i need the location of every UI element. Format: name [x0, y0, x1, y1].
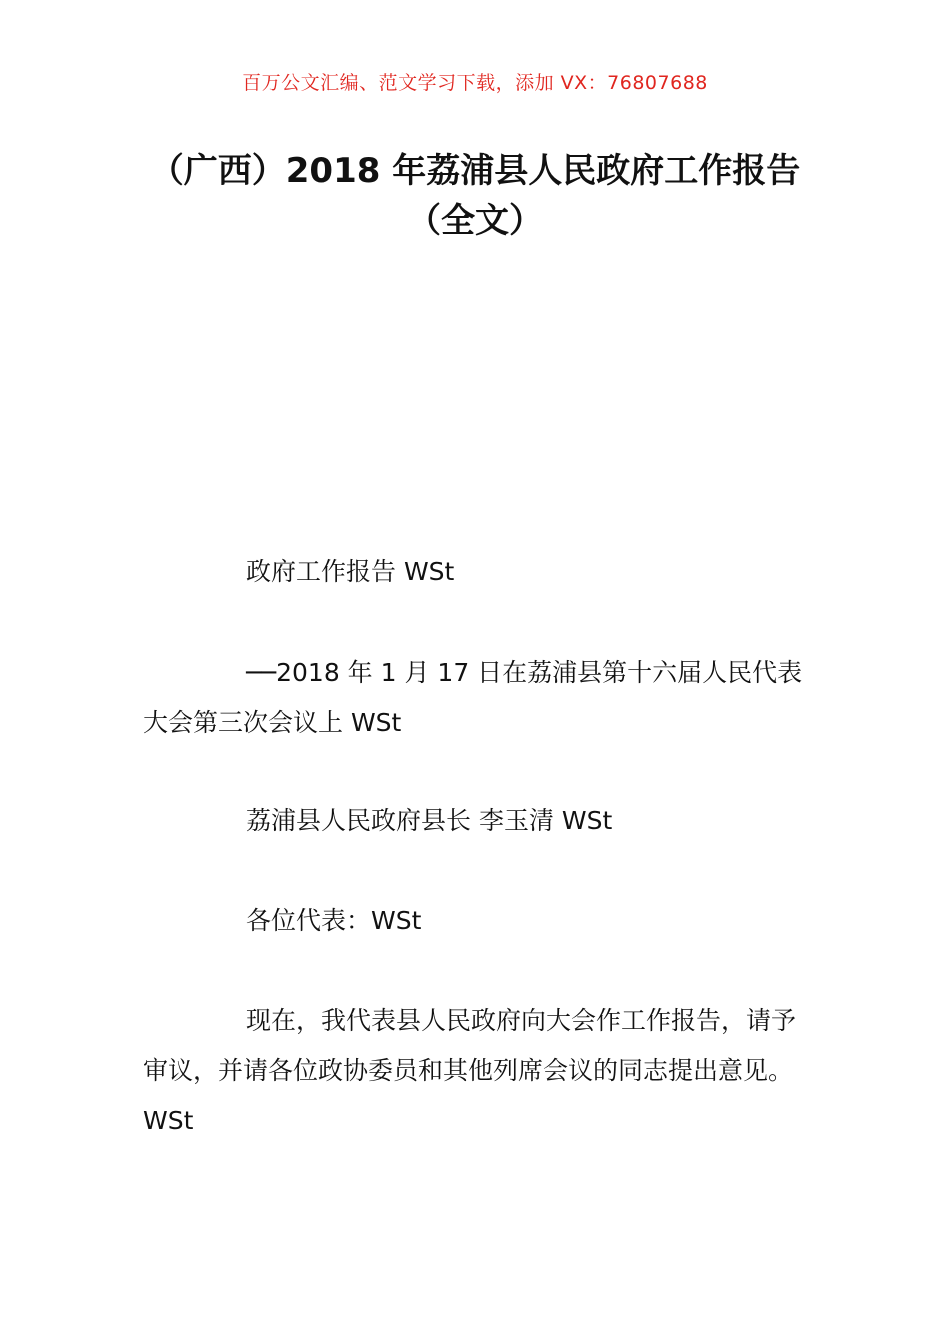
paragraph-heading: 政府工作报告 WSt [246, 557, 455, 586]
paragraph-author: 荔浦县人民政府县长 李玉清 WSt [246, 806, 613, 835]
header-note: 百万公文汇编、范文学习下载，添加 VX：76807688 [242, 72, 708, 94]
paragraph-salutation: 各位代表：WSt [246, 906, 422, 935]
document-body-author [143, 796, 808, 846]
paragraph-date-line: ──2018 年 1 月 17 日在荔浦县第十六届人民代表大会第三次会议上 WSt [143, 658, 803, 737]
document-title: （广西）2018 年荔浦县人民政府工作报告（全文） [149, 151, 801, 241]
document-body-salutation [143, 896, 808, 946]
document-body [143, 547, 808, 597]
document-body-intro [143, 996, 808, 1146]
document-body-date [143, 648, 808, 748]
paragraph-intro: 现在，我代表县人民政府向大会作工作报告，请予审议，并请各位政协委员和其他列席会议的同志提出意见。WSt [143, 1006, 797, 1135]
